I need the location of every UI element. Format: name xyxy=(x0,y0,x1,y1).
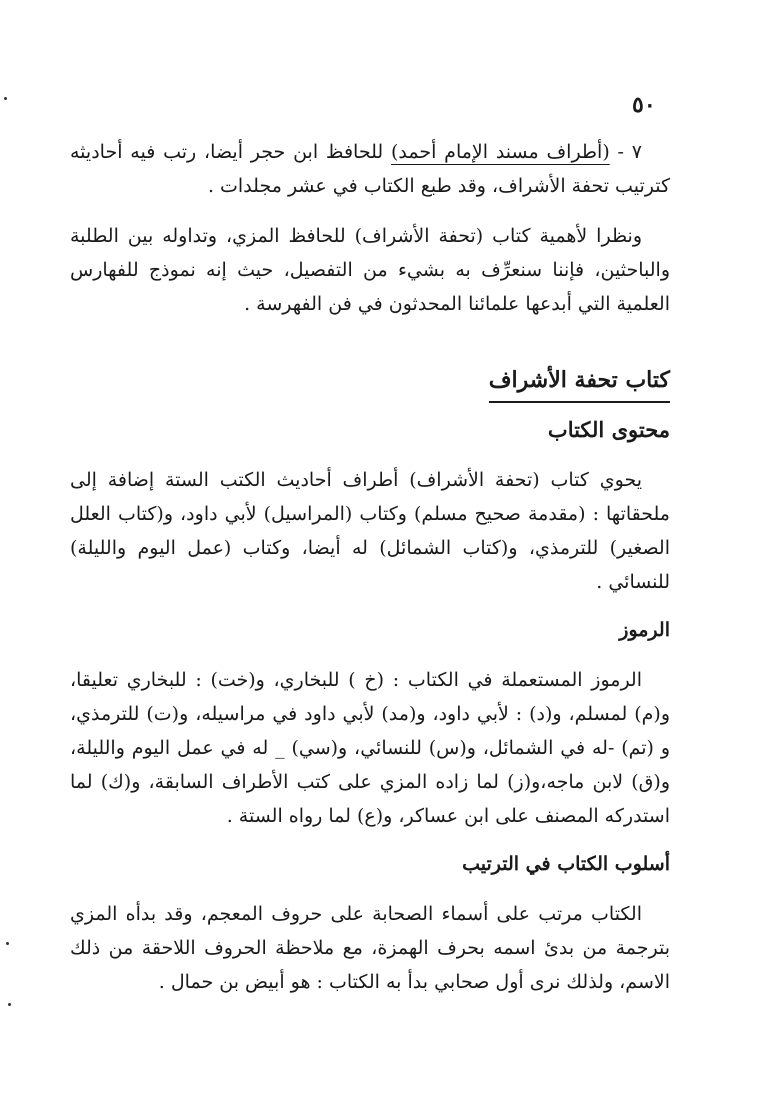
method-paragraph: الكتاب مرتب على أسماء الصحابة على حروف المعجم، وقد بدأه المزي بترجمة من بدئ اسمه بحرف الهمزة، مع ملاحظة الحروف اللاحقة من ذلك الاسم، ولذلك نرى أول صحابي بدأ به الكتاب : هو أبيض بن حمال . xyxy=(70,903,670,993)
page-body xyxy=(70,85,670,999)
intro-paragraph xyxy=(70,135,670,203)
importance-paragraph: ونظرا لأهمية كتاب (تحفة الأشراف) للحافظ المزي، وتداوله بين الطلبة والباحثين، فإننا سنعرِّف به بشيء من التفصيل، حيث إنه نموذج للفهارس العلمية التي أبدعها علمائنا المحدثون في فن الفهرسة . xyxy=(70,225,670,315)
heading-method: أسلوب الكتاب في الترتيب xyxy=(462,853,670,875)
item-number: ٧ - xyxy=(609,141,642,163)
heading-book: كتاب تحفة الأشراف xyxy=(489,363,670,403)
scan-speck xyxy=(4,97,7,100)
underlined-book-title: (أطراف مسند الإمام أحمد) xyxy=(390,141,610,163)
intro-rest: للحافظ ابن حجر أيضا، رتب فيه أحاديثه كترتيب تحفة الأشراف، وقد طبع الكتاب في عشر مجلدات . xyxy=(70,141,670,197)
scan-speck xyxy=(6,942,9,945)
scan-speck xyxy=(8,1003,11,1006)
heading-symbols: الرموز xyxy=(619,619,670,641)
content-paragraph: يحوي كتاب (تحفة الأشراف) أطراف أحاديث الكتب الستة إضافة إلى ملحقاتها : (مقدمة صحيح مسلم) وكتاب (المراسيل) لأبي داود، و(كتاب العلل الصغير) للترمذي، و(كتاب الشمائل) له أيضا، وكتاب (عمل اليوم والليلة) للنسائي . xyxy=(70,469,670,593)
page-number: ٥٠ xyxy=(632,92,656,118)
heading-content: محتوى الكتاب xyxy=(547,417,670,442)
symbols-paragraph: الرموز المستعملة في الكتاب : (خ ) للبخاري، و(خت) : للبخاري تعليقا، و(م) لمسلم، و(د) : لأبي داود، و(مد) لأبي داود في مراسيله، و(ت) للترمذي، و (تم) -له في الشمائل، و(س) للنسائي، و(سي) _ له في عمل اليوم والليلة، و(ق) لابن ماجه،و(ز) لما زاده المزي على كتب الأطراف السابقة، و(ك) لما استدركه المصنف على ابن عساكر، و(ع) لما رواه الستة . xyxy=(70,669,670,827)
heading-book-wrapper xyxy=(70,333,670,403)
